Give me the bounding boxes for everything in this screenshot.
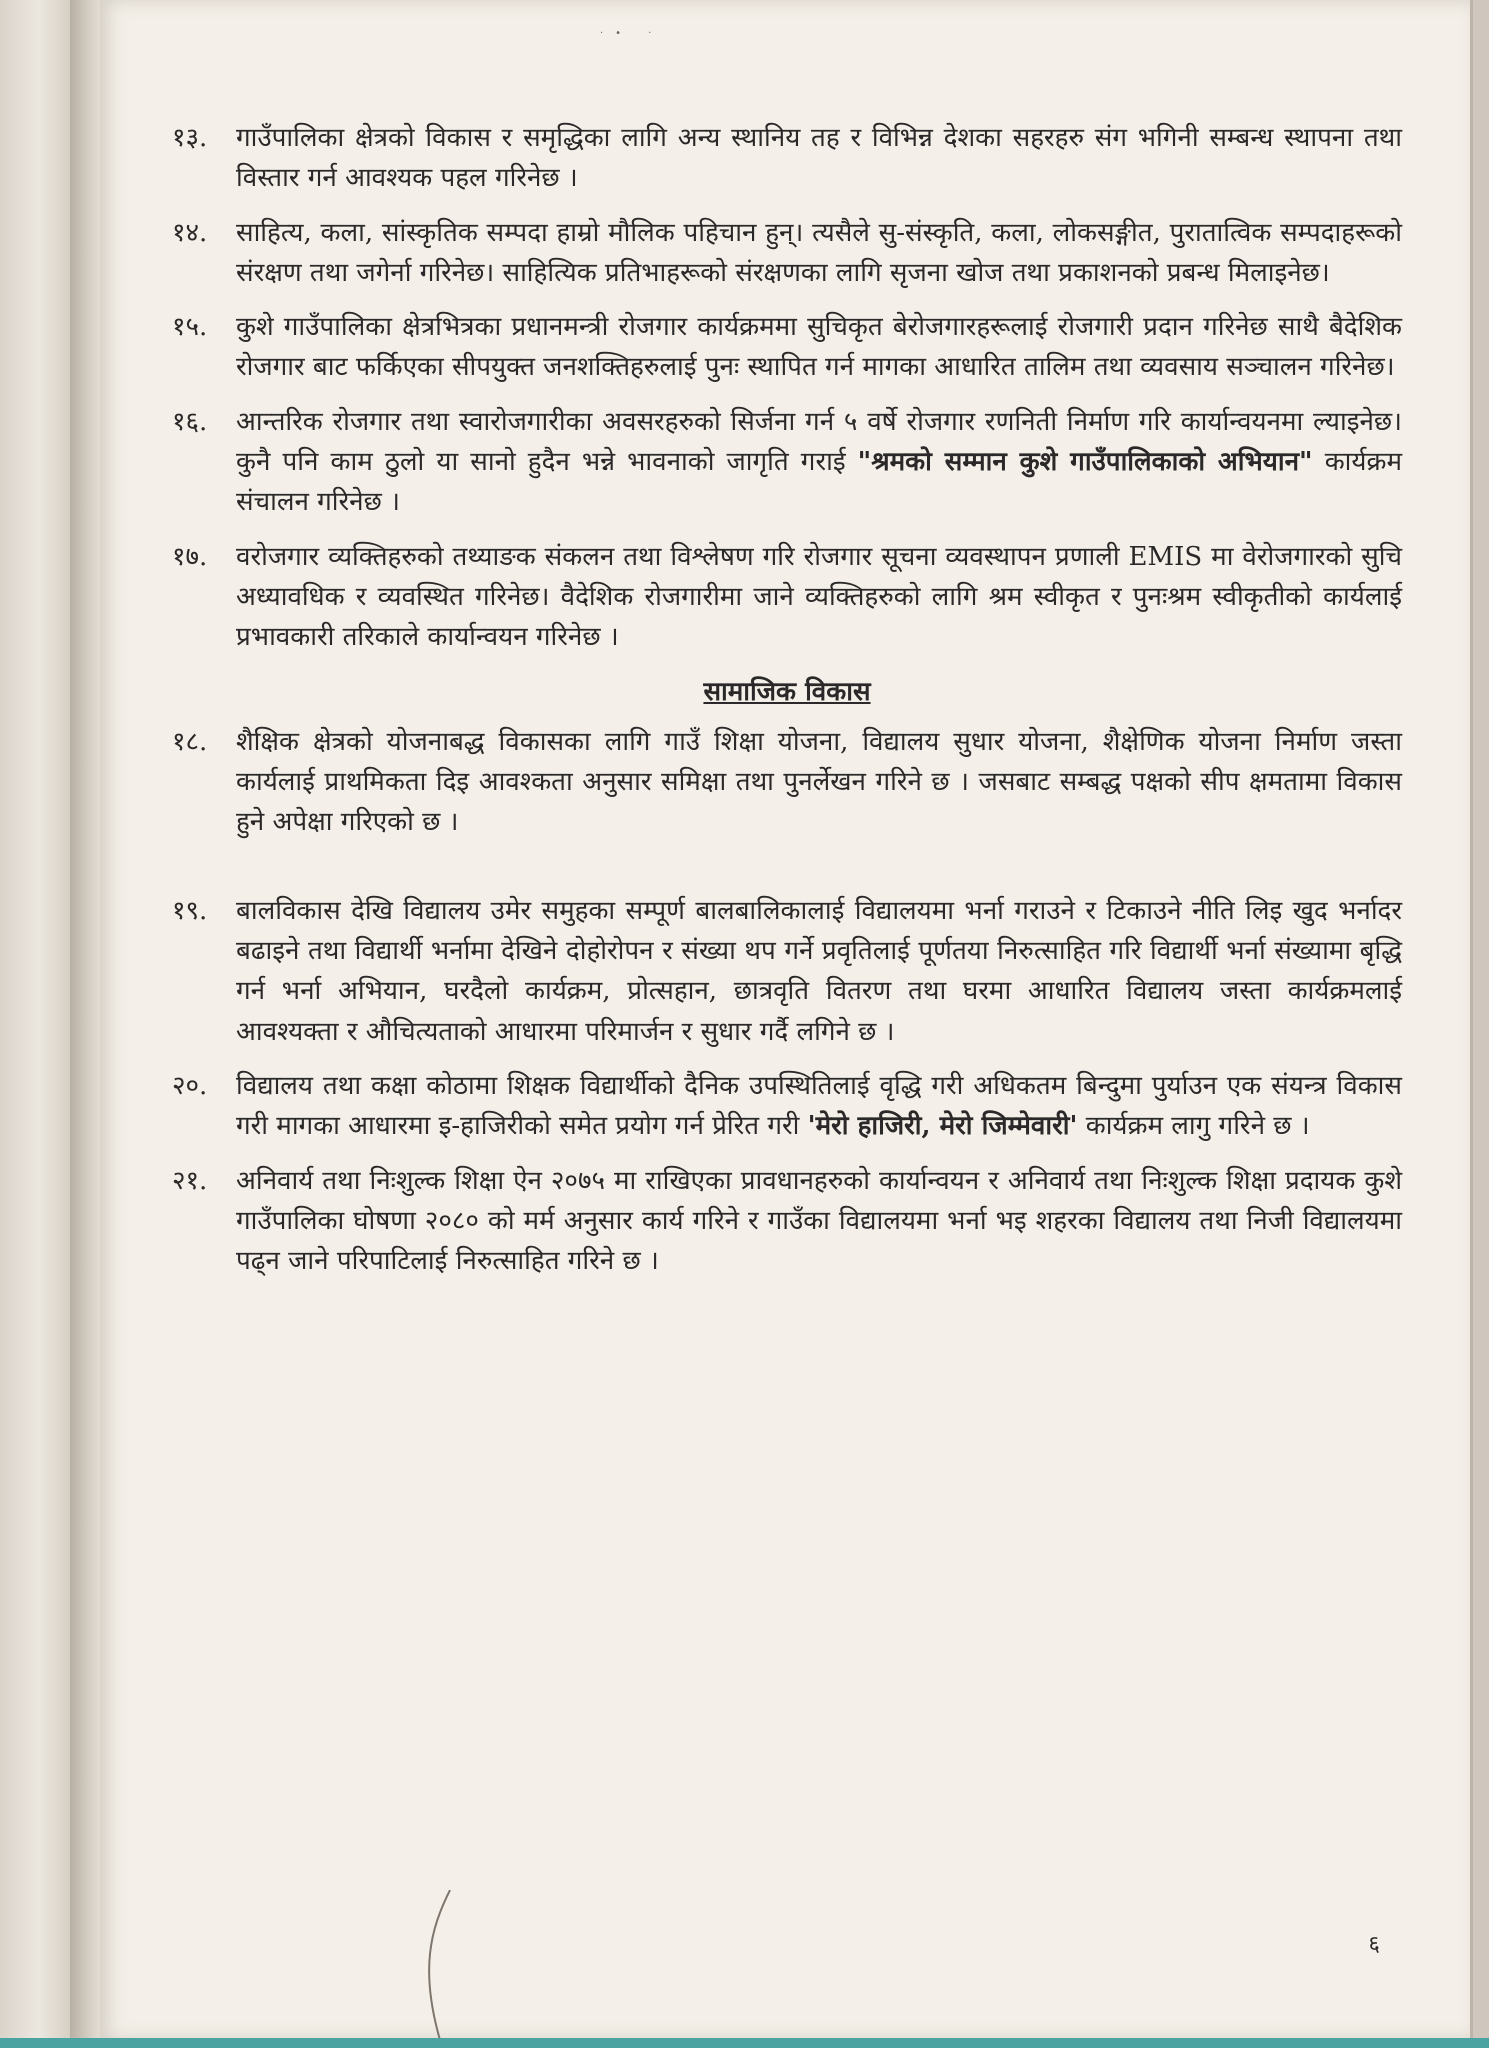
item-number: २०. [172,1070,208,1101]
item-text-after: कार्यक्रम संचालन गरिनेछ । [236,447,1402,518]
item-text: बालविकास देखि विद्यालय उमेर समुहका सम्पूर्ण बालबालिकालाई विद्यालयमा भर्ना गराउने र टिकाउने नीति लिइ खुद भर्नादर बढाइने तथा विद्यार्थी भर्नामा देखिने दोहोरोपन र संख्या थप गर्ने प्रवृतिलाई पूर्णतया निरुत्साहित गरि विद्यार्थी भर्ना संख्यामा बृद्धि गर्न भर्ना अभियान, घरदैलो कार्यक्रम, प्रोत्सहान, छात्रवृति वितरण तथा घरमा आधारित विद्यालय जस्ता कार्यक्रमलाई आवश्यक्ता र औचित्यताको आधारमा परिमार्जन र सुधार गर्दै लगिने छ । [236,895,1402,1047]
list-item [172,307,1402,388]
item-text: गाउँपालिका क्षेत्रको विकास र समृद्धिका लागि अन्य स्थानिय तह र विभिन्न देशका सहरहरु संग भगिनी सम्बन्ध स्थापना तथा विस्तार गर्न आवश्यक पहल गरिनेछ । [236,123,1402,194]
list-item [172,118,1402,199]
list-item [172,1066,1402,1147]
page-specks: ·• · [600,28,664,39]
list-item [172,402,1402,523]
facing-page-edge [0,0,70,2048]
item-number: १५. [172,312,208,343]
item-text: वरोजगार व्यक्तिहरुको तथ्याङक संकलन तथा विश्लेषण गरि रोजगार सूचना व्यवस्थापन प्रणाली EMIS मा वेरोजगारको सुचि अध्यावधिक र व्यवस्थित गरिनेछ। वैदेशिक रोजगारीमा जाने व्यक्तिहरुको लागि श्रम स्वीकृत र पुनःश्रम स्वीकृतीको कार्यलाई प्रभावकारी तरिकाले कार्यान्वयन गरिनेछ । [236,541,1402,653]
item-text: कुशे गाउँपालिका क्षेत्रभित्रका प्रधानमन्त्री रोजगार कार्यक्रममा सुचिकृत बेरोजगारहरूलाई रोजगारी प्रदान गरिनेछ साथै बैदेशिक रोजगार बाट फर्किएका सीपयुक्त जनशक्तिहरुलाई पुनः स्थापित गर्न मागका आधारित तालिम तथा व्यवसाय सञ्चालन गरिनेछ। [236,312,1402,383]
pencil-mark [420,1890,540,2040]
list-item [172,537,1402,658]
item-number: १७. [172,541,208,572]
binding-shadow [70,0,104,2048]
item-text: आन्तरिक रोजगार तथा स्वारोजगारीका अवसरहरुको सिर्जना गर्न ५ वर्षे रोजगार रणनिती निर्माण गरि कार्यान्वयनमा ल्याइनेछ। कुनै पनि काम ठुलो या सानो हुदैन भन्ने भावनाको जागृति गराई [236,406,1402,478]
list-item [172,1161,1402,1282]
item-number: १४. [172,217,208,248]
bottom-strip [0,2038,1489,2048]
item-number: २१. [172,1165,208,1196]
item-number: १८. [172,726,208,757]
list-item [172,891,1402,1052]
item-text: शैक्षिक क्षेत्रको योजनाबद्ध विकासका लागि गाउँ शिक्षा योजना, विद्यालय सुधार योजना, शैक्षेणिक योजना निर्माण जस्ता कार्यलाई प्राथमिकता दिइ आवश्कता अनुसार समिक्षा तथा पुनर्लेखन गरिने छ । जसबाट सम्बद्ध पक्षको सीप क्षमतामा विकास हुने अपेक्षा गरिएको छ । [236,726,1402,838]
program-title: 'मेरो हाजिरी, मेरो जिम्मेवारी' [807,1111,1078,1142]
document-body [172,118,1402,1295]
item-number: १९. [172,895,208,926]
document-page [100,0,1473,2040]
item-text: अनिवार्य तथा निःशुल्क शिक्षा ऐन २०७५ मा राखिएका प्रावधानहरुको कार्यान्वयन र अनिवार्य तथा निःशुल्क शिक्षा प्रदायक कुशे गाउँपालिका घोषणा २०८० को मर्म अनुसार कार्य गरिने र गाउँका विद्यालयमा भर्ना भइ शहरका विद्यालय तथा निजी विद्यालयमा पढ्न जाने परिपाटिलाई निरुत्साहित गरिने छ । [236,1165,1402,1277]
program-title: "श्रमको सम्मान कुशे गाउँपालिकाको अभियान" [857,447,1313,478]
spacer [172,857,1402,891]
item-text-after: कार्यक्रम लागु गरिने छ । [1077,1111,1310,1142]
item-text: साहित्य, कला, सांस्कृतिक सम्पदा हाम्रो मौलिक पहिचान हुन्। त्यसैले सु-संस्कृति, कला, लोकसङ्गीत, पुरातात्विक सम्पदाहरूको संरक्षण तथा जगेर्ना गरिनेछ। साहित्यिक प्रतिभाहरूको संरक्षणका लागि सृजना खोज तथा प्रकाशनको प्रबन्ध मिलाइनेछ। [236,217,1402,288]
section-heading: सामाजिक विकास [703,676,871,707]
item-number: १३. [172,123,208,153]
list-item [172,213,1402,294]
page-number: ६ [1368,1932,1380,1957]
item-number: १६. [172,406,208,437]
list-item [172,722,1402,843]
item-text: विद्यालय तथा कक्षा कोठामा शिक्षक विद्यार्थीको दैनिक उपस्थितिलाई वृद्धि गरी अधिकतम बिन्दुमा पुर्याउन एक संयन्त्र विकास गरी मागका आधारमा इ-हाजिरीको समेत प्रयोग गर्न प्रेरित गरी [236,1070,1402,1142]
